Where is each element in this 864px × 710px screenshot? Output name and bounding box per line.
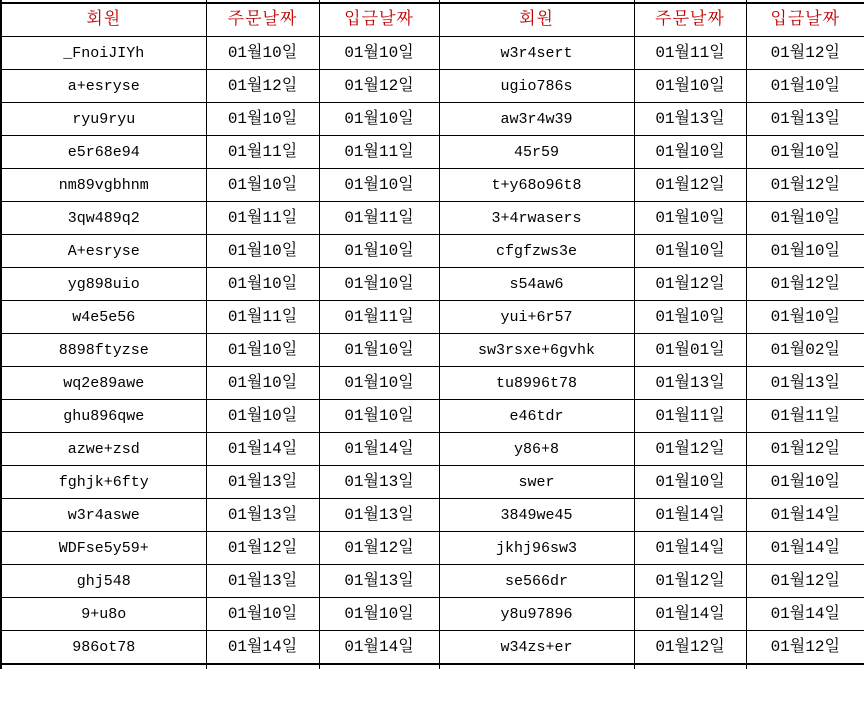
- cell-deposit-date[interactable]: 01월13일: [319, 565, 439, 598]
- table-row: [1, 103, 864, 136]
- cell-order-date[interactable]: 01월12일: [634, 565, 746, 598]
- table-row: [1, 565, 864, 598]
- cell-deposit-date[interactable]: 01월12일: [319, 532, 439, 565]
- cell-order-date[interactable]: 01월13일: [634, 367, 746, 400]
- cell-deposit-date[interactable]: 01월12일: [746, 631, 864, 665]
- cell-order-date[interactable]: 01월10일: [206, 37, 319, 70]
- cell-order-date[interactable]: 01월01일: [634, 334, 746, 367]
- cell-deposit-date[interactable]: 01월10일: [319, 103, 439, 136]
- cell-deposit-date[interactable]: 01월12일: [746, 169, 864, 202]
- cell-order-date[interactable]: 01월12일: [206, 532, 319, 565]
- table-row: [1, 268, 864, 301]
- cell-order-date[interactable]: 01월10일: [206, 169, 319, 202]
- cell-deposit-date[interactable]: 01월14일: [319, 433, 439, 466]
- cell-member[interactable]: e5r68e94: [1, 136, 206, 169]
- cell-member[interactable]: azwe+zsd: [1, 433, 206, 466]
- cell-deposit-date[interactable]: 01월12일: [319, 70, 439, 103]
- cell-member[interactable]: yg898uio: [1, 268, 206, 301]
- cell-member[interactable]: yui+6r57: [439, 301, 634, 334]
- cell-order-date[interactable]: 01월14일: [634, 598, 746, 631]
- partial-cell: [1, 664, 206, 669]
- cell-deposit-date[interactable]: 01월10일: [319, 169, 439, 202]
- cell-order-date[interactable]: 01월14일: [634, 532, 746, 565]
- cell-member[interactable]: w3r4aswe: [1, 499, 206, 532]
- cell-deposit-date[interactable]: 01월13일: [746, 367, 864, 400]
- cell-member[interactable]: nm89vgbhnm: [1, 169, 206, 202]
- cell-member[interactable]: s54aw6: [439, 268, 634, 301]
- cell-deposit-date[interactable]: 01월14일: [319, 631, 439, 665]
- cell-member[interactable]: _FnoiJIYh: [1, 37, 206, 70]
- cell-member[interactable]: jkhj96sw3: [439, 532, 634, 565]
- cell-member[interactable]: ghj548: [1, 565, 206, 598]
- cell-order-date[interactable]: 01월10일: [206, 334, 319, 367]
- cell-member[interactable]: cfgfzws3e: [439, 235, 634, 268]
- cell-deposit-date[interactable]: 01월13일: [746, 103, 864, 136]
- cell-deposit-date[interactable]: 01월12일: [746, 565, 864, 598]
- table-row: [1, 136, 864, 169]
- cell-deposit-date[interactable]: 01월10일: [746, 136, 864, 169]
- cell-deposit-date[interactable]: 01월12일: [746, 268, 864, 301]
- cell-order-date[interactable]: 01월11일: [206, 301, 319, 334]
- table-row: [1, 631, 864, 665]
- cell-deposit-date[interactable]: 01월10일: [746, 301, 864, 334]
- cell-deposit-date[interactable]: 01월11일: [319, 301, 439, 334]
- cell-member[interactable]: 9+u8o: [1, 598, 206, 631]
- cell-order-date[interactable]: 01월12일: [634, 268, 746, 301]
- cell-member[interactable]: aw3r4w39: [439, 103, 634, 136]
- table-row: [1, 367, 864, 400]
- cell-deposit-date[interactable]: 01월11일: [319, 202, 439, 235]
- cell-member[interactable]: se566dr: [439, 565, 634, 598]
- cell-deposit-date[interactable]: 01월12일: [746, 433, 864, 466]
- cell-member[interactable]: e46tdr: [439, 400, 634, 433]
- cell-deposit-date[interactable]: 01월10일: [319, 598, 439, 631]
- cell-order-date[interactable]: 01월13일: [206, 565, 319, 598]
- cell-member[interactable]: a+esryse: [1, 70, 206, 103]
- cell-deposit-date[interactable]: 01월10일: [319, 235, 439, 268]
- header-order-date-left: 주문날짜: [206, 3, 319, 37]
- cell-deposit-date[interactable]: 01월10일: [319, 367, 439, 400]
- cell-deposit-date[interactable]: 01월10일: [746, 202, 864, 235]
- table-row: [1, 499, 864, 532]
- cell-member[interactable]: t+y68o96t8: [439, 169, 634, 202]
- cell-member[interactable]: 3849we45: [439, 499, 634, 532]
- partial-cell: [746, 664, 864, 669]
- cell-member[interactable]: w3r4sert: [439, 37, 634, 70]
- cell-deposit-date[interactable]: 01월13일: [319, 466, 439, 499]
- table-row: [1, 301, 864, 334]
- cell-deposit-date[interactable]: 01월02일: [746, 334, 864, 367]
- header-member-left: 회원: [1, 3, 206, 37]
- cell-order-date[interactable]: 01월10일: [634, 136, 746, 169]
- cell-member[interactable]: ugio786s: [439, 70, 634, 103]
- header-deposit-date-left: 입금날짜: [319, 3, 439, 37]
- cell-order-date[interactable]: 01월14일: [206, 433, 319, 466]
- cell-member[interactable]: y8u97896: [439, 598, 634, 631]
- cell-deposit-date[interactable]: 01월11일: [746, 400, 864, 433]
- cell-member[interactable]: w34zs+er: [439, 631, 634, 665]
- partial-cell: [206, 664, 319, 669]
- cell-order-date[interactable]: 01월14일: [634, 499, 746, 532]
- cell-order-date[interactable]: 01월10일: [206, 400, 319, 433]
- cell-member[interactable]: fghjk+6fty: [1, 466, 206, 499]
- cell-member[interactable]: y86+8: [439, 433, 634, 466]
- partial-cell: [319, 664, 439, 669]
- table-row: [1, 400, 864, 433]
- partial-row-bottom: [1, 664, 864, 669]
- table-body: [1, 37, 864, 665]
- cell-order-date[interactable]: 01월11일: [206, 202, 319, 235]
- cell-order-date[interactable]: 01월13일: [206, 466, 319, 499]
- partial-cell: [439, 664, 634, 669]
- cell-order-date[interactable]: 01월10일: [206, 367, 319, 400]
- cell-order-date[interactable]: 01월10일: [634, 301, 746, 334]
- table-row: [1, 598, 864, 631]
- cell-member[interactable]: wq2e89awe: [1, 367, 206, 400]
- header-deposit-date-right: 입금날짜: [746, 3, 864, 37]
- cell-order-date[interactable]: 01월10일: [634, 202, 746, 235]
- header-row: [1, 3, 864, 37]
- cell-deposit-date[interactable]: 01월10일: [746, 235, 864, 268]
- cell-member[interactable]: w4e5e56: [1, 301, 206, 334]
- cell-member[interactable]: ghu896qwe: [1, 400, 206, 433]
- cell-member[interactable]: ryu9ryu: [1, 103, 206, 136]
- cell-order-date[interactable]: 01월13일: [206, 499, 319, 532]
- cell-member[interactable]: swer: [439, 466, 634, 499]
- cell-order-date[interactable]: 01월12일: [634, 433, 746, 466]
- table-row: [1, 169, 864, 202]
- cell-deposit-date[interactable]: 01월10일: [319, 37, 439, 70]
- partial-cell: [634, 664, 746, 669]
- cell-member[interactable]: 45r59: [439, 136, 634, 169]
- table-row: [1, 202, 864, 235]
- cell-order-date[interactable]: 01월10일: [206, 103, 319, 136]
- cell-deposit-date[interactable]: 01월10일: [319, 334, 439, 367]
- cell-order-date[interactable]: 01월12일: [634, 169, 746, 202]
- cell-order-date[interactable]: 01월10일: [206, 235, 319, 268]
- cell-order-date[interactable]: 01월10일: [634, 466, 746, 499]
- cell-order-date[interactable]: 01월11일: [634, 400, 746, 433]
- cell-order-date[interactable]: 01월11일: [634, 37, 746, 70]
- cell-order-date[interactable]: 01월14일: [206, 631, 319, 665]
- table-row: [1, 334, 864, 367]
- cell-deposit-date[interactable]: 01월10일: [746, 70, 864, 103]
- cell-deposit-date[interactable]: 01월12일: [746, 37, 864, 70]
- cell-member[interactable]: A+esryse: [1, 235, 206, 268]
- cell-deposit-date[interactable]: 01월13일: [319, 499, 439, 532]
- cell-order-date[interactable]: 01월13일: [634, 103, 746, 136]
- cell-deposit-date[interactable]: 01월10일: [319, 400, 439, 433]
- table-row: [1, 466, 864, 499]
- cell-member[interactable]: 986ot78: [1, 631, 206, 665]
- cell-order-date[interactable]: 01월10일: [206, 268, 319, 301]
- cell-member[interactable]: WDFse5y59+: [1, 532, 206, 565]
- header-order-date-right: 주문날짜: [634, 3, 746, 37]
- cell-deposit-date[interactable]: 01월10일: [746, 466, 864, 499]
- cell-order-date[interactable]: 01월12일: [206, 70, 319, 103]
- table-row: [1, 532, 864, 565]
- cell-deposit-date[interactable]: 01월14일: [746, 532, 864, 565]
- cell-order-date[interactable]: 01월10일: [206, 598, 319, 631]
- cell-order-date[interactable]: 01월11일: [206, 136, 319, 169]
- header-member-right: 회원: [439, 3, 634, 37]
- cell-member[interactable]: sw3rsxe+6gvhk: [439, 334, 634, 367]
- cell-member[interactable]: 3qw489q2: [1, 202, 206, 235]
- cell-deposit-date[interactable]: 01월14일: [746, 598, 864, 631]
- cell-member[interactable]: 3+4rwasers: [439, 202, 634, 235]
- table-row: [1, 70, 864, 103]
- cell-deposit-date[interactable]: 01월10일: [319, 268, 439, 301]
- table-row: [1, 37, 864, 70]
- cell-member[interactable]: 8898ftyzse: [1, 334, 206, 367]
- table-row: [1, 433, 864, 466]
- cell-deposit-date[interactable]: 01월14일: [746, 499, 864, 532]
- cell-order-date[interactable]: 01월10일: [634, 235, 746, 268]
- cell-order-date[interactable]: 01월10일: [634, 70, 746, 103]
- cell-member[interactable]: tu8996t78: [439, 367, 634, 400]
- cell-order-date[interactable]: 01월12일: [634, 631, 746, 665]
- cell-deposit-date[interactable]: 01월11일: [319, 136, 439, 169]
- table-row: [1, 235, 864, 268]
